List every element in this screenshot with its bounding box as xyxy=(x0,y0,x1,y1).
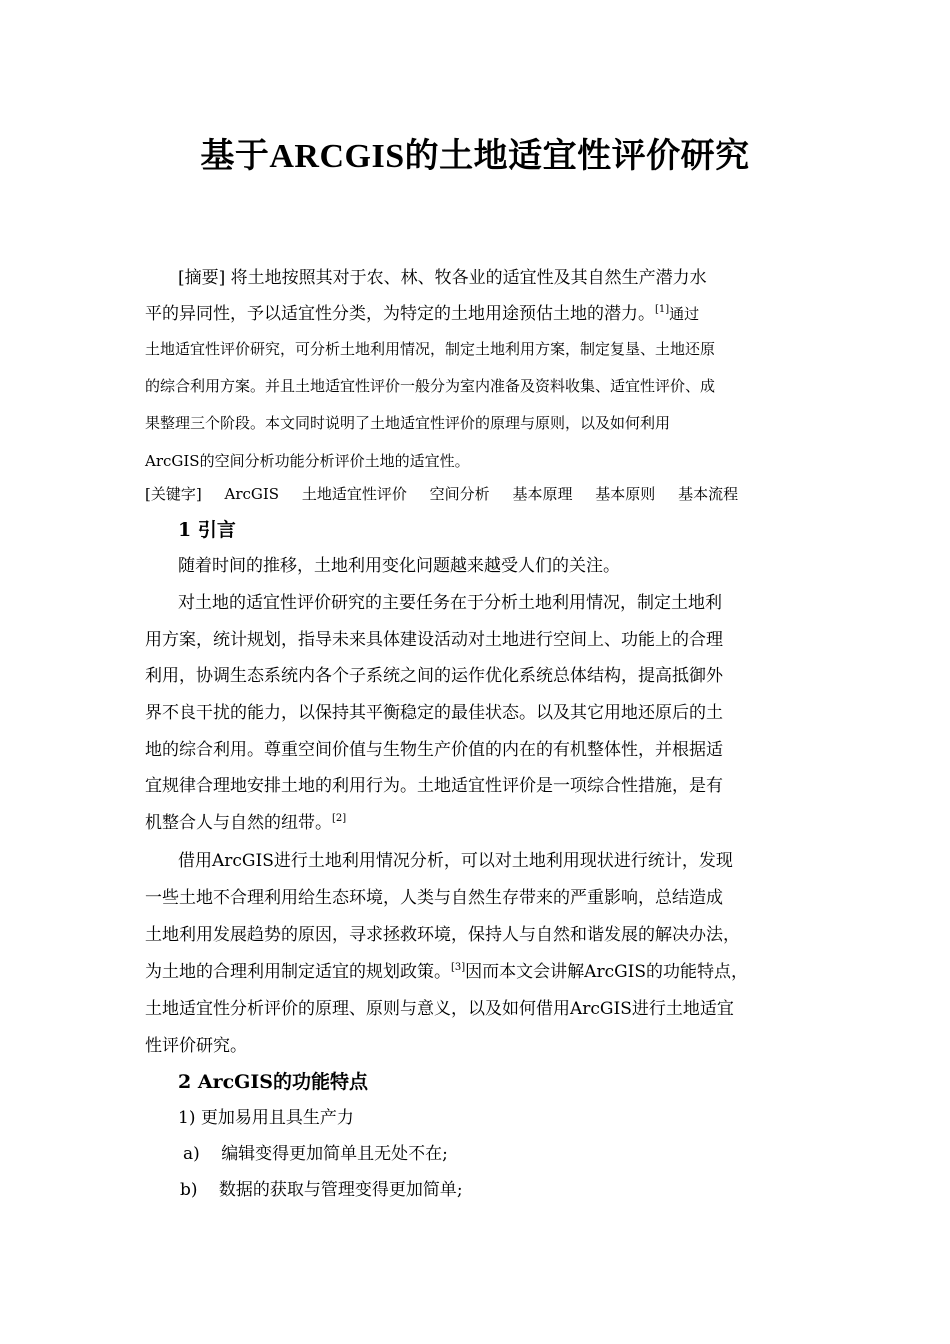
list-item-text: 编辑变得更加简单且无处不在; xyxy=(221,1144,448,1164)
keyword-item: 空间分析 xyxy=(429,485,490,503)
paragraph-line: 宜规律合理地安排土地的利用行为。土地适宜性评价是一项综合性措施，是有 xyxy=(145,776,723,796)
paragraph-line: 用方案，统计规划，指导未来具体建设活动对土地进行空间上、功能上的合理 xyxy=(145,630,723,650)
abstract-line-1 xyxy=(178,263,707,288)
keyword-item: 基本原理 xyxy=(512,485,573,503)
list-marker: a) xyxy=(183,1144,200,1164)
paragraph-line: 一些土地不合理利用给生态环境，人类与自然生存带来的严重影响，总结造成 xyxy=(145,888,723,908)
paragraph-line xyxy=(145,808,346,833)
abstract-text-2: 平的异同性，予以适宜性分类，为特定的土地用途预估土地的潜力。 xyxy=(145,304,655,324)
list-item: 1) 更加易用且具生产力 xyxy=(178,1108,354,1128)
list-item-text: 数据的获取与管理变得更加简单; xyxy=(218,1180,463,1200)
page-title: 基于ARCGIS的土地适宜性评价研究 xyxy=(200,138,750,175)
abstract-label: [摘要] xyxy=(178,268,226,288)
keyword-item: 基本原则 xyxy=(595,485,656,503)
keyword-item: ArcGIS xyxy=(224,485,280,503)
abstract-line-3: 土地适宜性评价研究，可分析土地利用情况，制定土地利用方案，制定复垦、土地还原 xyxy=(145,340,716,358)
section-1-paragraph-1: 随着时间的推移，土地利用变化问题越来越受人们的关注。 xyxy=(178,556,620,576)
list-item xyxy=(183,1139,448,1164)
paragraph-line: 借用ArcGIS进行土地利用情况分析，可以对土地利用现状进行统计，发现 xyxy=(178,851,733,871)
paragraph-text: 机整合人与自然的纽带。 xyxy=(145,813,332,833)
section-2-heading: 2 ArcGIS的功能特点 xyxy=(178,1071,368,1093)
paragraph-text: 因而本文会讲解ArcGIS的功能特点， xyxy=(465,962,749,982)
list-item xyxy=(180,1175,463,1200)
citation-ref-3: [3] xyxy=(451,962,466,973)
abstract-text-1: 将土地按照其对于农、林、牧各业的适宜性及其自然生产潜力水 xyxy=(230,268,707,288)
paragraph-line: 利用，协调生态系统内各个子系统之间的运作优化系统总体结构，提高抵御外 xyxy=(145,666,723,686)
paragraph-line: 性评价研究。 xyxy=(145,1036,247,1056)
abstract-line-5: 果整理三个阶段。本文同时说明了土地适宜性评价的原理与原则，以及如何利用 xyxy=(145,414,671,432)
citation-ref-2: [2] xyxy=(332,813,347,824)
abstract-line-6: ArcGIS的空间分析功能分析评价土地的适宜性。 xyxy=(145,452,470,470)
abstract-line-4: 的综合利用方案。并且土地适宜性评价一般分为室内准备及资料收集、适宜性评价、成 xyxy=(145,377,716,395)
abstract-line-2 xyxy=(145,299,699,324)
citation-ref-1: [1] xyxy=(655,304,670,315)
keywords-line xyxy=(145,483,756,504)
section-1-heading: 1 引言 xyxy=(178,519,236,541)
abstract-text-2b: 通过 xyxy=(669,305,700,323)
paragraph-line: 土地利用发展趋势的原因，寻求拯救环境，保持人与自然和谐发展的解决办法， xyxy=(145,925,740,945)
keyword-item: 基本流程 xyxy=(678,485,739,503)
paragraph-line: 界不良干扰的能力，以保持其平衡稳定的最佳状态。以及其它用地还原后的土 xyxy=(145,703,723,723)
keywords-label: [关键字] xyxy=(145,485,202,503)
keyword-item: 土地适宜性评价 xyxy=(301,485,407,503)
paragraph-line: 对土地的适宜性评价研究的主要任务在于分析土地利用情况，制定土地利 xyxy=(178,593,722,613)
paragraph-line xyxy=(145,957,748,982)
paragraph-line: 地的综合利用。尊重空间价值与生物生产价值的内在的有机整体性，并根据适 xyxy=(145,740,723,760)
paragraph-line: 土地适宜性分析评价的原理、原则与意义，以及如何借用ArcGIS进行土地适宜 xyxy=(145,999,734,1019)
paragraph-text: 为土地的合理利用制定适宜的规划政策。 xyxy=(145,962,451,982)
list-marker: b) xyxy=(180,1180,198,1200)
